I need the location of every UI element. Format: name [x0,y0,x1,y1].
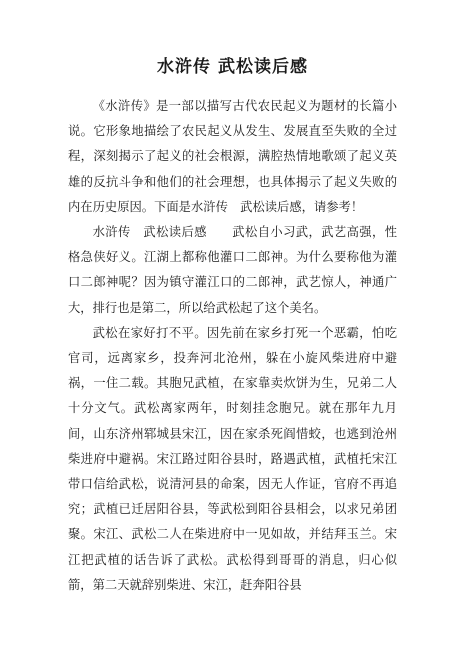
paragraph-nickname: 水浒传 武松读后感 武松自小习武，武艺高强，性格急侠好义。江湖上都称他灌口二郎神。为什么要称他为灌口二郎神呢？因为镇守灌江口的二郎神，武艺惊人，神通广大，排行也是第二，所以给武松起了这个美名。 [68,225,397,315]
paragraph-story: 武松在家好打不平。因先前在家乡打死一个恶霸，怕吃官司，远离家乡，投奔河北沧州，躲在小旋风柴进府中避祸，一住二载。其胞兄武植，在家靠卖炊饼为生，兄弟二人十分文气。武松离家两年，时刻挂念胞兄。就在那年九月间，山东济州郓城县宋江，因在家杀死阎惜蛟，也逃到沧州柴进府中避祸。宋江路过阳谷县时，路遇武植，武植托宋江带口信给武松，说清河县的命案，因无人作证，官府不再追究；武植已迁居阳谷县，等武松到阳谷县相会，以求兄弟团聚。宋江、武松二人在柴进府中一见如故，并结拜玉兰。宋江把武植的话告诉了武松。武松得到哥哥的消息，归心似箭，第二天就辞别柴进、宋江，赶奔阳谷县 [68,325,397,592]
paragraph-intro: 《水浒传》是一部以描写古代农民起义为题材的长篇小说。它形象地描绘了农民起义从发生、发展直至失败的全过程，深刻揭示了起义的社会根源，满腔热情地歌颂了起义英雄的反抗斗争和他们的社会理想，也具体揭示了起义失败的内在历史原因。下面是水浒传 武松读后感，请参考！ [68,99,397,214]
document-title: 水浒传 武松读后感 [157,57,308,77]
